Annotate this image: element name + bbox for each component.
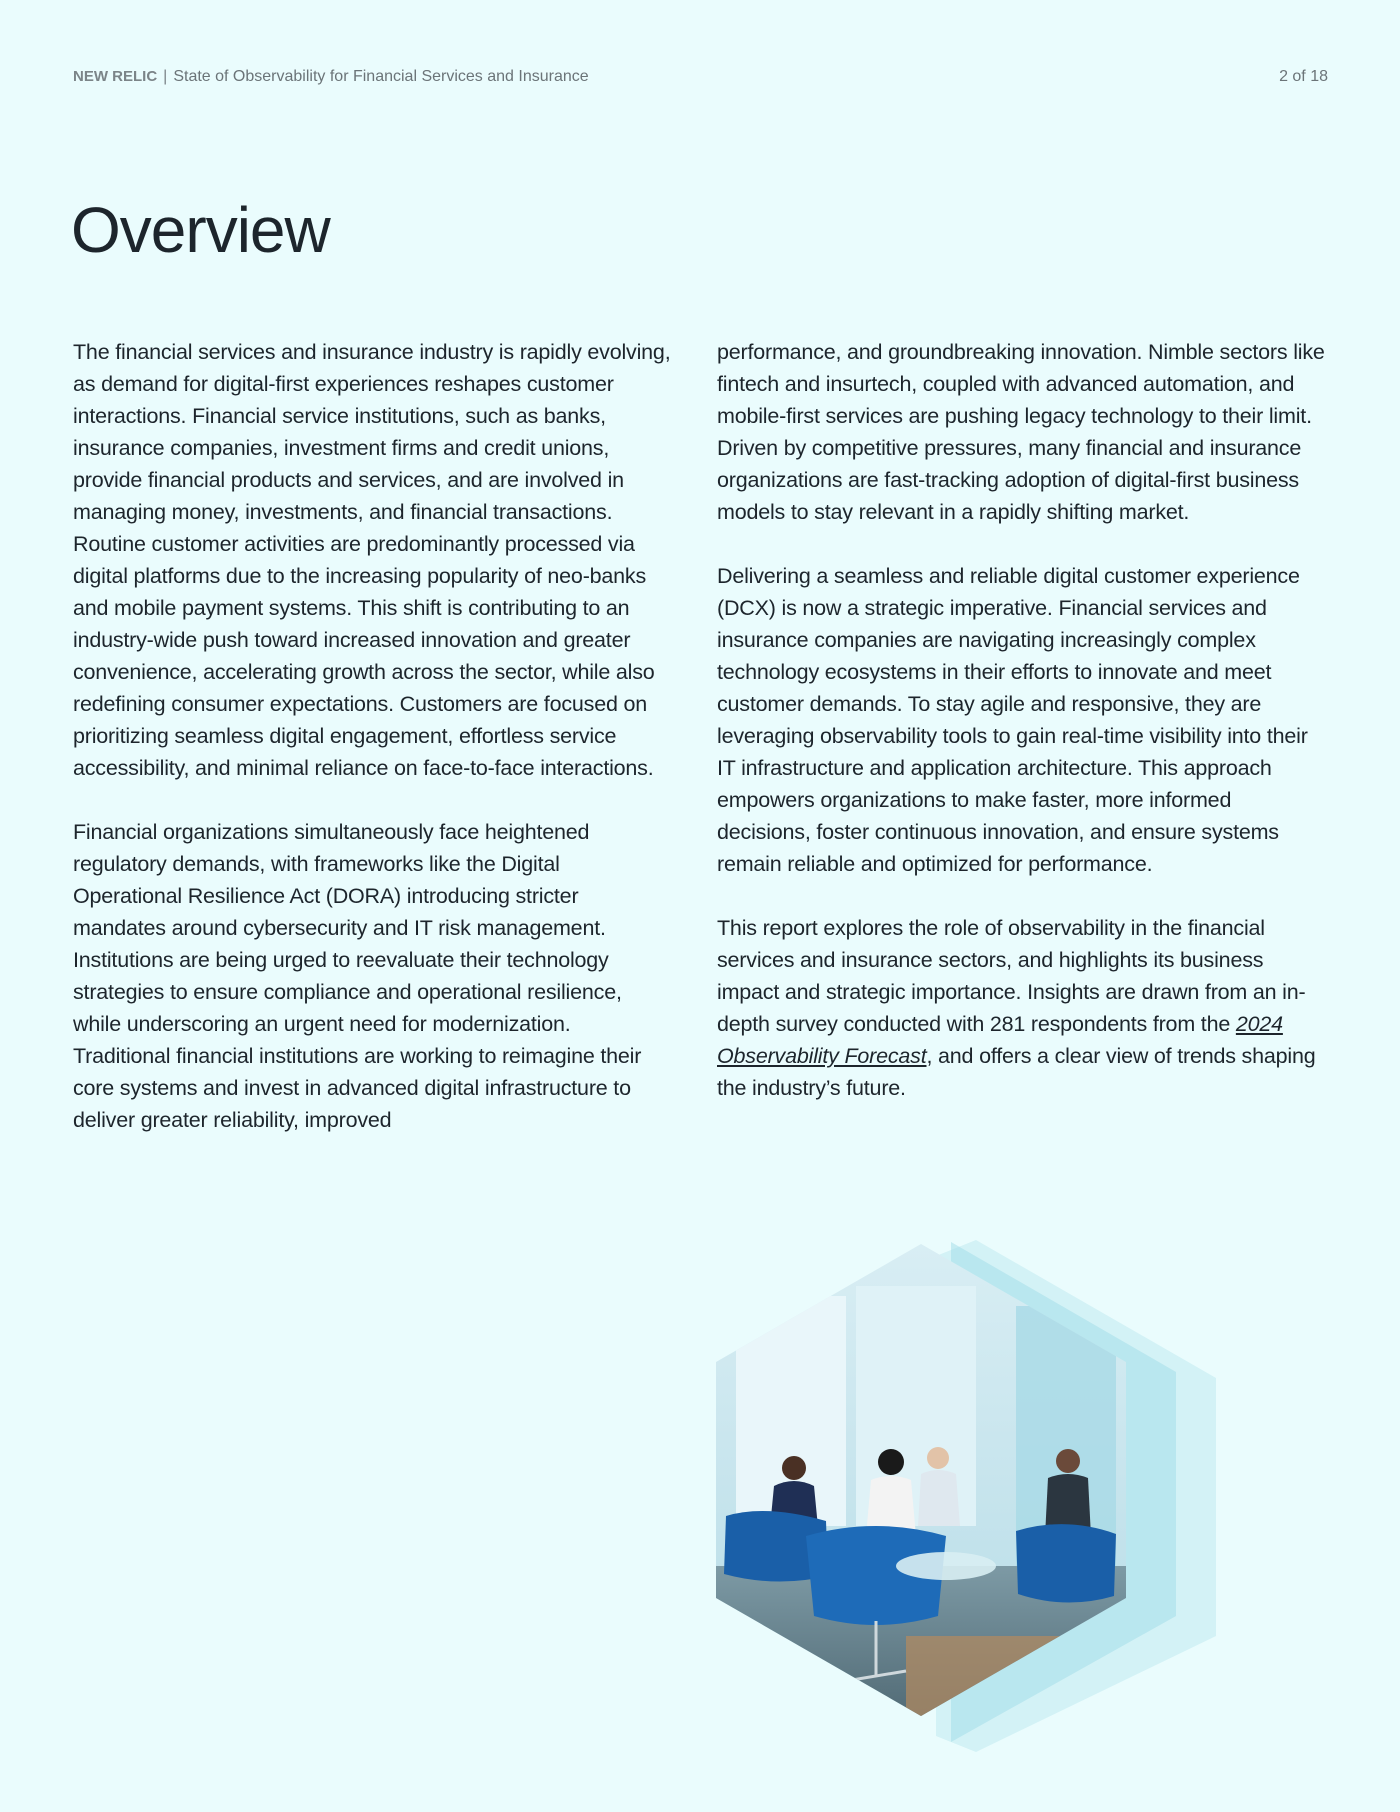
brand-name: NEW RELIC (73, 68, 158, 85)
person (782, 1456, 806, 1480)
person (927, 1447, 949, 1469)
page-indicator: 2 of 18 (1279, 68, 1328, 85)
paragraph: The financial services and insurance industry is rapidly evolving, as demand for digital-first experiences reshapes customer interactions. Financial service institutions, such as banks, insurance companies, investment firms and credit unions, provide financial products and services, and are involved in managing money, investments, and financial transactions. Routine customer activities are predominantly processed via digital platforms due to the increasing popularity of neo-banks and mobile payment systems. This shift is contributing to an industry-wide push toward increased innovation and greater convenience, accelerating growth across the sector, while also redefining consumer expectations. Customers are focused on prioritizing seamless digital engagement, effortless service accessibility, and minimal reliance on face-to-face interactions. (73, 340, 671, 780)
header-separator: | (163, 68, 168, 85)
left-column (73, 336, 673, 1168)
forecast-link[interactable]: 2024 Observability Forecast (717, 1012, 1283, 1068)
meeting-photo-hexagon (716, 1236, 1226, 1756)
text-run: , and offers a clear view of trends shaping the industry’s future. (717, 1044, 1316, 1100)
paragraph (717, 912, 1327, 1104)
paragraph: performance, and groundbreaking innovation. Nimble sectors like fintech and insurtech, coupled with advanced automation, and mobile-first services are pushing legacy technology to their limit. Driven by competitive pressures, many financial and insurance organizations are fast-tracking adoption of digital-first business models to stay relevant in a rapidly shifting market. (717, 340, 1325, 524)
person (1056, 1449, 1080, 1473)
person (878, 1449, 904, 1475)
text-run: This report explores the role of observability in the financial services and insurance sectors, and highlights its business impact and strategic importance. Insights are drawn from an in-depth survey conducted with 281 respondents from the (717, 916, 1306, 1036)
page-header (73, 68, 1328, 86)
table (896, 1552, 996, 1580)
paragraph: Delivering a seamless and reliable digital customer experience (DCX) is now a strategic imperative. Financial services and insurance companies are navigating increasingly complex technology ecosystems in their efforts to innovate and meet customer demands. To stay agile and responsive, they are leveraging observability tools to gain real-time visibility into their IT infrastructure and application architecture. This approach empowers organizations to make faster, more informed decisions, foster continuous innovation, and ensure systems remain reliable and optimized for performance. (717, 564, 1308, 876)
person (918, 1470, 960, 1526)
report-title: State of Observability for Financial Services and Insurance (173, 68, 589, 85)
paragraph: Financial organizations simultaneously face heightened regulatory demands, with frameworks like the Digital Operational Resilience Act (DORA) introducing stricter mandates around cybersecurity and IT risk management. Institutions are being urged to reevaluate their technology strategies to ensure compliance and operational resilience, while underscoring an urgent need for modernization. Traditional financial institutions are working to reimagine their core systems and invest in advanced digital infrastructure to deliver greater reliability, improved (73, 820, 642, 1132)
chair (1016, 1524, 1116, 1602)
right-column (717, 336, 1327, 1136)
page-title: Overview (71, 194, 330, 266)
